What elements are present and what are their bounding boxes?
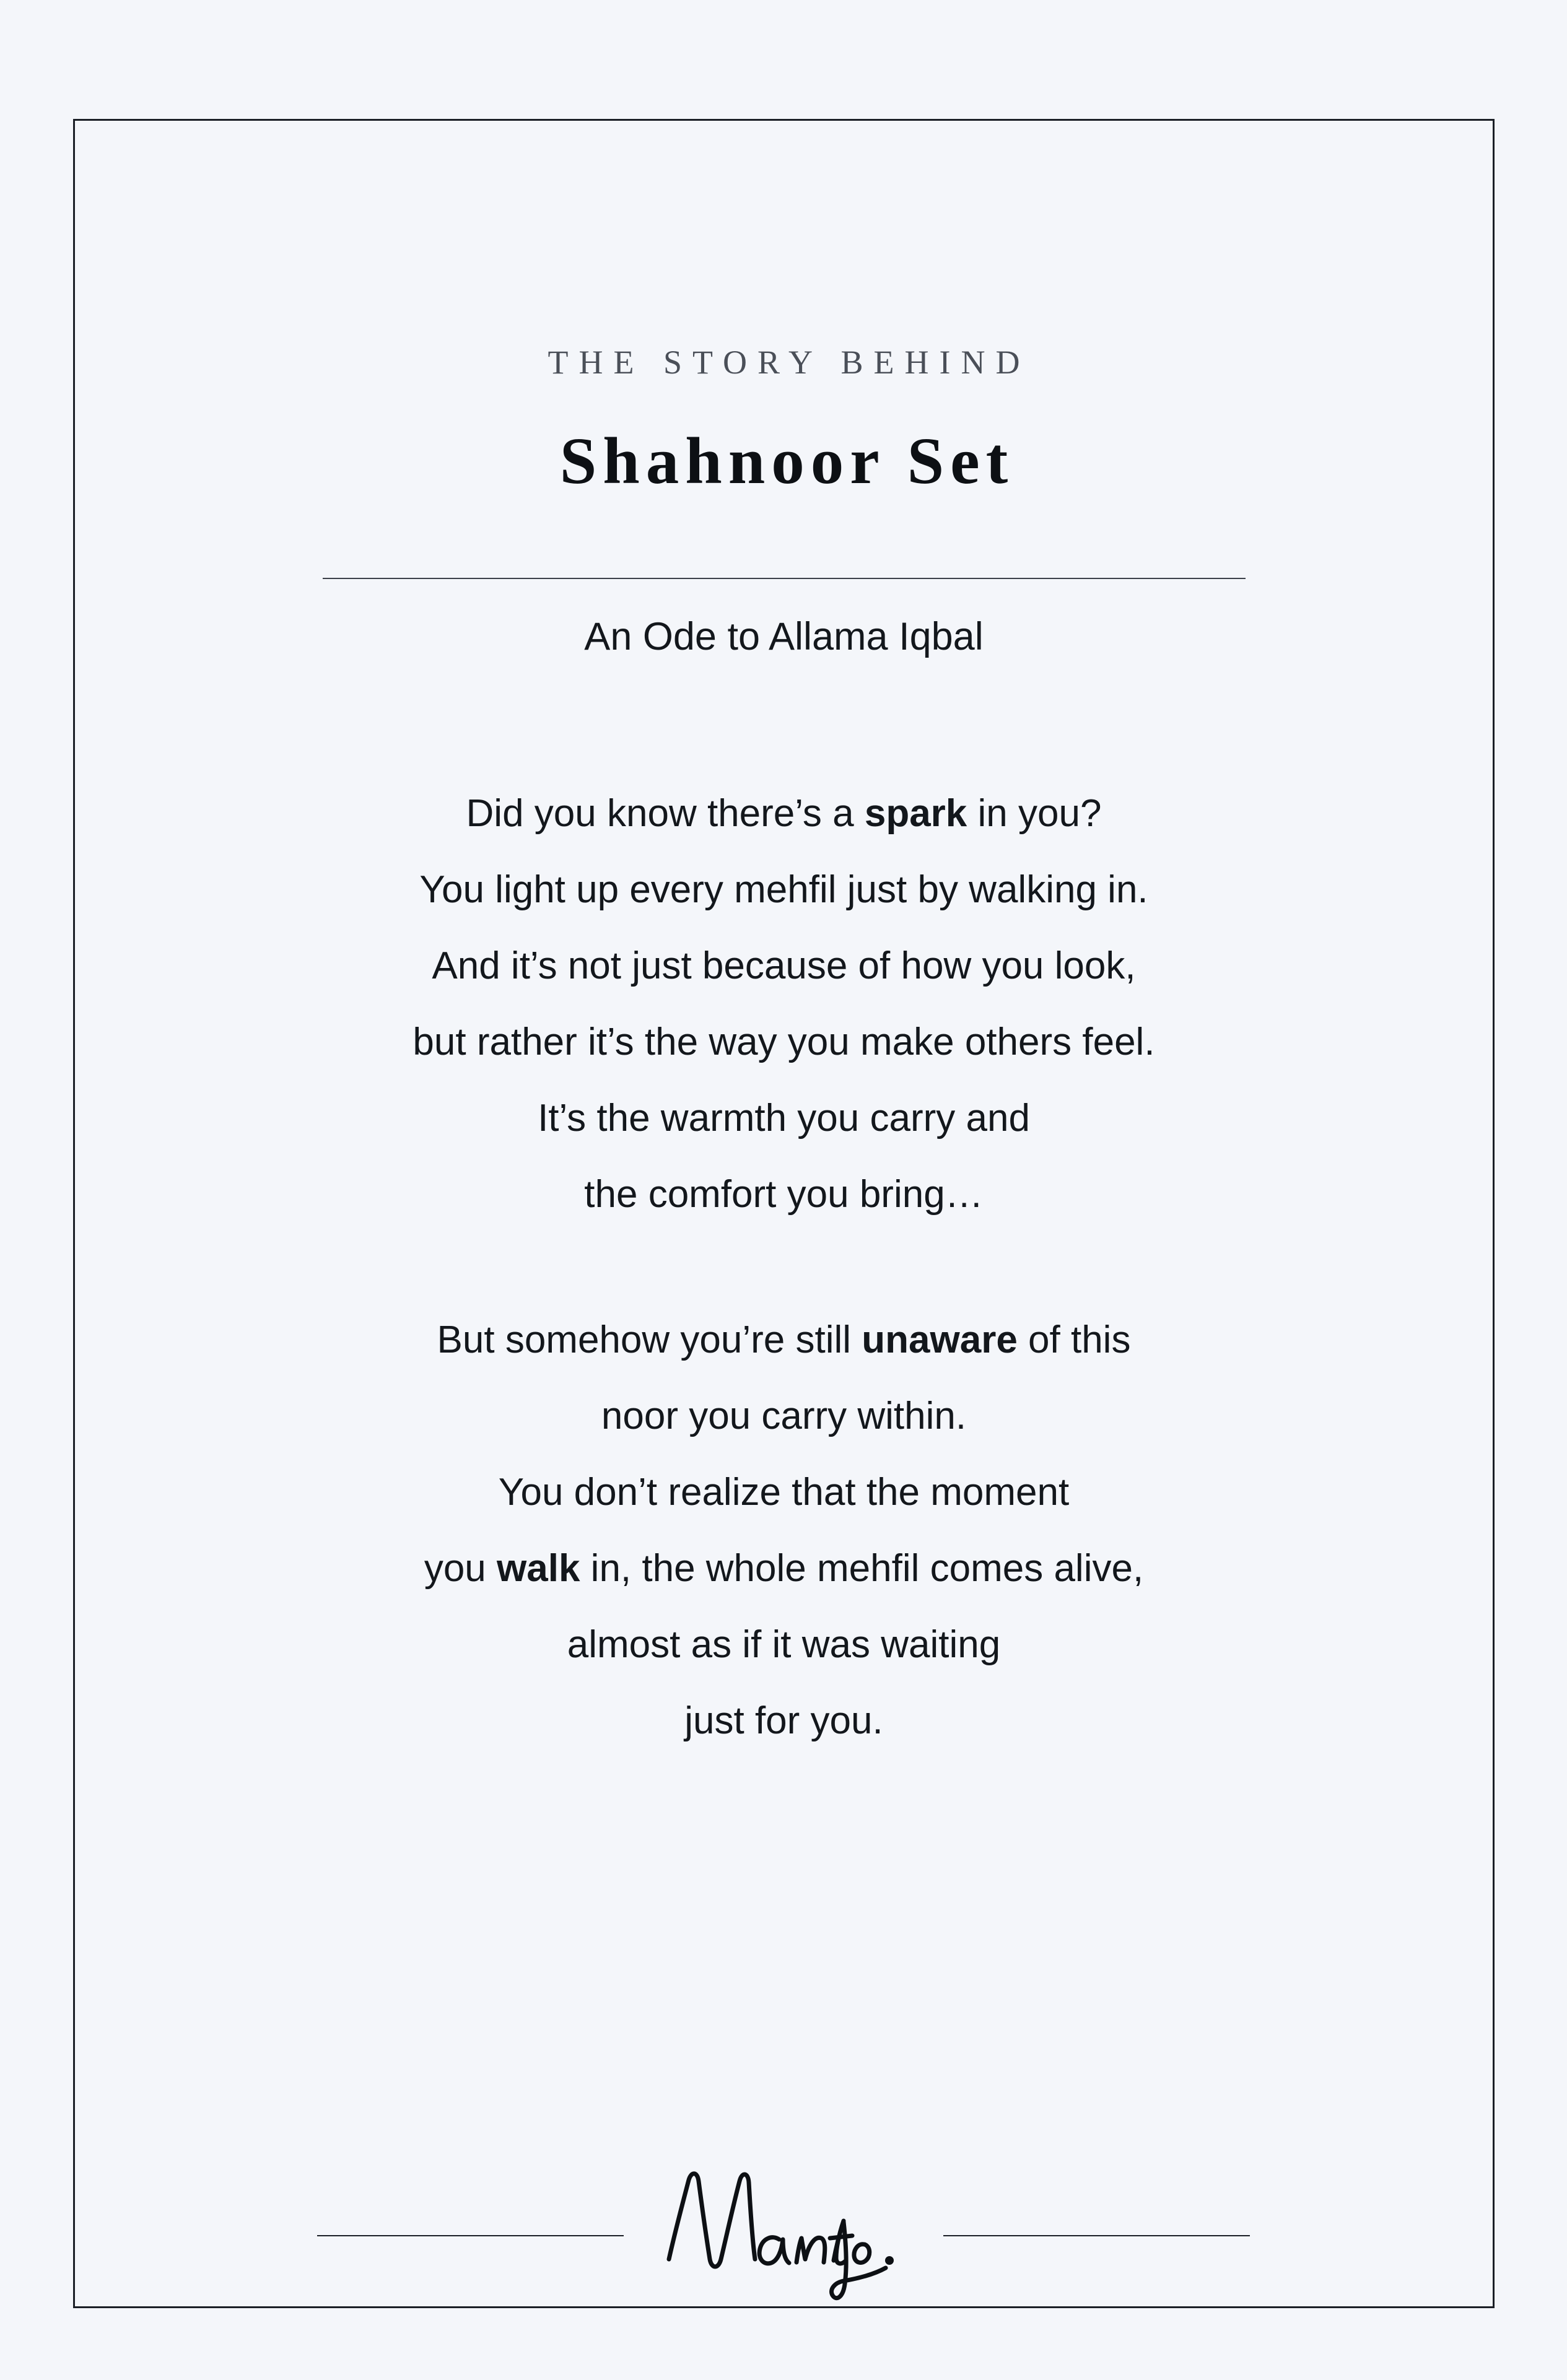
eyebrow-label: THE STORY BEHIND — [548, 344, 1031, 381]
signature-block — [0, 2164, 1567, 2307]
poem-text: Did you know there’s a — [466, 792, 865, 835]
poem-text: in, the whole mehfil comes alive, — [580, 1547, 1144, 1590]
poem-line — [412, 1004, 1155, 1080]
poem-line — [424, 1530, 1143, 1606]
poem-stanza-1 — [412, 775, 1155, 1232]
poem-line — [424, 1378, 1143, 1454]
poem-line — [424, 1454, 1143, 1530]
poster-content — [73, 119, 1495, 2308]
poem-line — [424, 1302, 1143, 1378]
poem-text: the comfort you bring… — [584, 1173, 984, 1216]
poem-emphasis: unaware — [862, 1319, 1018, 1362]
page-title: Shahnoor Set — [559, 425, 1015, 498]
poem-text: just for you. — [684, 1699, 883, 1743]
poem-text: but rather it’s the way you make others feel. — [412, 1021, 1155, 1064]
poem-text: And it’s not just because of how you look, — [432, 944, 1136, 988]
poem-line — [412, 1080, 1155, 1156]
poem-text: almost as if it was waiting — [567, 1623, 1001, 1667]
signature-rule-right — [943, 2235, 1250, 2236]
poem-line — [412, 852, 1155, 928]
poem-text: But somehow you’re still — [437, 1319, 862, 1362]
poem-text: in you? — [967, 792, 1102, 835]
poem-line — [424, 1683, 1143, 1759]
poem-text: of this — [1017, 1319, 1131, 1362]
poem-line — [424, 1606, 1143, 1683]
poem-emphasis: walk — [497, 1547, 580, 1590]
signature-rule-left — [317, 2235, 624, 2236]
poem-text: You don’t realize that the moment — [498, 1471, 1070, 1514]
poem-text: you — [424, 1547, 497, 1590]
poem-line — [412, 775, 1155, 852]
poem-line — [412, 928, 1155, 1004]
poem-line — [412, 1156, 1155, 1232]
poem-text: You light up every mehfil just by walking in. — [419, 868, 1148, 912]
poem-emphasis: spark — [864, 792, 967, 835]
poem-text: noor you carry within. — [601, 1395, 967, 1438]
poem-text: It’s the warmth you carry and — [538, 1097, 1030, 1140]
title-divider — [323, 578, 1246, 579]
poem-stanza-2 — [424, 1302, 1143, 1759]
subtitle: An Ode to Allama Iqbal — [584, 614, 984, 658]
handwritten-signature-mark — [647, 2164, 920, 2307]
